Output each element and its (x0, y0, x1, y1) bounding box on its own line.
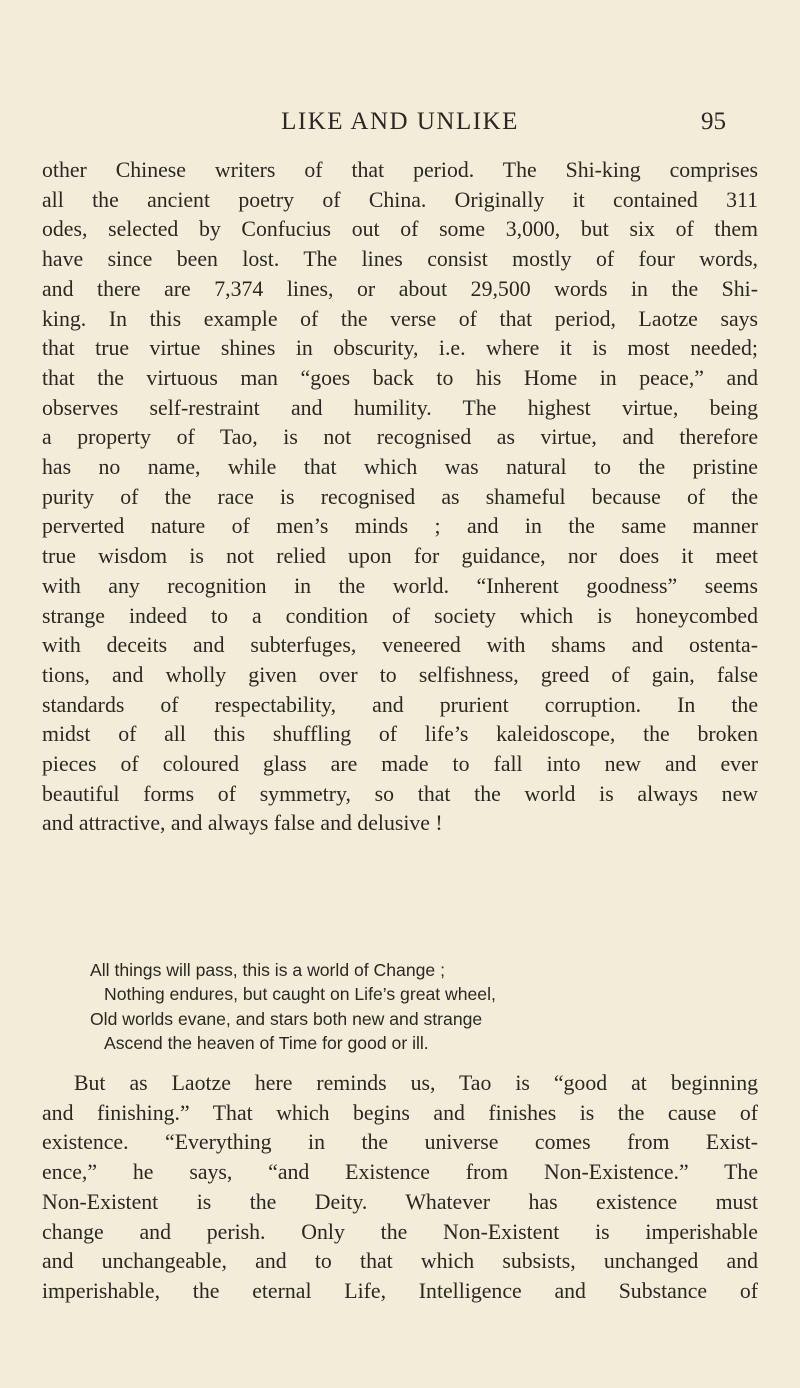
text-line: and attractive, and always false and delusive ! (42, 811, 443, 836)
paragraph-1 (42, 156, 758, 839)
page-number: 95 (701, 108, 726, 135)
text-line: other Chinese writers of that period. The Shi-king comprises (42, 158, 758, 182)
text-line: But as Laotze here reminds us, Tao is “good at beginning (74, 1071, 758, 1095)
text-line: standards of respectability, and prurient corruption. In the (42, 692, 758, 717)
text-line: all the ancient poetry of China. Originally it contained 311 (42, 187, 758, 212)
text-line: perverted nature of men’s minds ; and in the same manner (42, 514, 758, 539)
text-line: and there are 7,374 lines, or about 29,500 words in the Shi- (42, 276, 758, 301)
text-line: and unchangeable, and to that which subsists, unchanged and (42, 1249, 758, 1274)
text-line: purity of the race is recognised as shameful because of the (42, 484, 758, 509)
verse-line: All things will pass, this is a world of Change ; (90, 960, 445, 980)
text-line: that the virtuous man “goes back to his Home in peace,” and (42, 365, 758, 390)
text-line: a property of Tao, is not recognised as virtue, and therefore (42, 425, 758, 450)
text-line: and finishing.” That which begins and finishes is the cause of (42, 1100, 758, 1125)
page-header (0, 108, 800, 148)
text-line: strange indeed to a condition of society which is honeycombed (42, 603, 758, 628)
text-line: that true virtue shines in obscurity, i.e. where it is most needed; (42, 336, 758, 361)
text-line: with deceits and subterfuges, veneered with shams and ostenta- (42, 633, 758, 658)
text-line: king. In this example of the verse of that period, Laotze says (42, 306, 758, 331)
text-line: pieces of coloured glass are made to fall into new and ever (42, 752, 758, 777)
verse-line: Old worlds evane, and stars both new and strange (90, 1008, 483, 1029)
text-line: imperishable, the eternal Life, Intelligence and Substance of (42, 1278, 758, 1303)
verse-quote (90, 958, 690, 1055)
text-line: Non-Existent is the Deity. Whatever has existence must (42, 1189, 758, 1214)
verse-line: Nothing endures, but caught on Life’s great wheel, (104, 984, 496, 1005)
text-line: change and perish. Only the Non-Existent is imperishable (42, 1219, 758, 1244)
text-line: ence,” he says, “and Existence from Non-Existence.” The (42, 1160, 758, 1185)
paragraph-2 (42, 1069, 758, 1307)
text-line: midst of all this shuffling of life’s kaleidoscope, the broken (42, 722, 758, 747)
text-line: beautiful forms of symmetry, so that the world is always new (42, 781, 758, 806)
text-line: have since been lost. The lines consist mostly of four words, (42, 247, 758, 272)
text-line: existence. “Everything in the universe comes from Exist- (42, 1130, 758, 1155)
text-line: odes, selected by Confucius out of some 3,000, but six of them (42, 217, 758, 242)
text-line: with any recognition in the world. “Inherent goodness” seems (42, 573, 758, 598)
verse-line: Ascend the heaven of Time for good or ill. (104, 1032, 429, 1053)
text-line: tions, and wholly given over to selfishness, greed of gain, false (42, 662, 758, 687)
text-line: has no name, while that which was natural to the pristine (42, 455, 758, 480)
text-line: observes self-restraint and humility. The highest virtue, being (42, 395, 758, 420)
running-head: LIKE AND UNLIKE (281, 108, 519, 135)
text-line: true wisdom is not relied upon for guidance, nor does it meet (42, 544, 758, 569)
